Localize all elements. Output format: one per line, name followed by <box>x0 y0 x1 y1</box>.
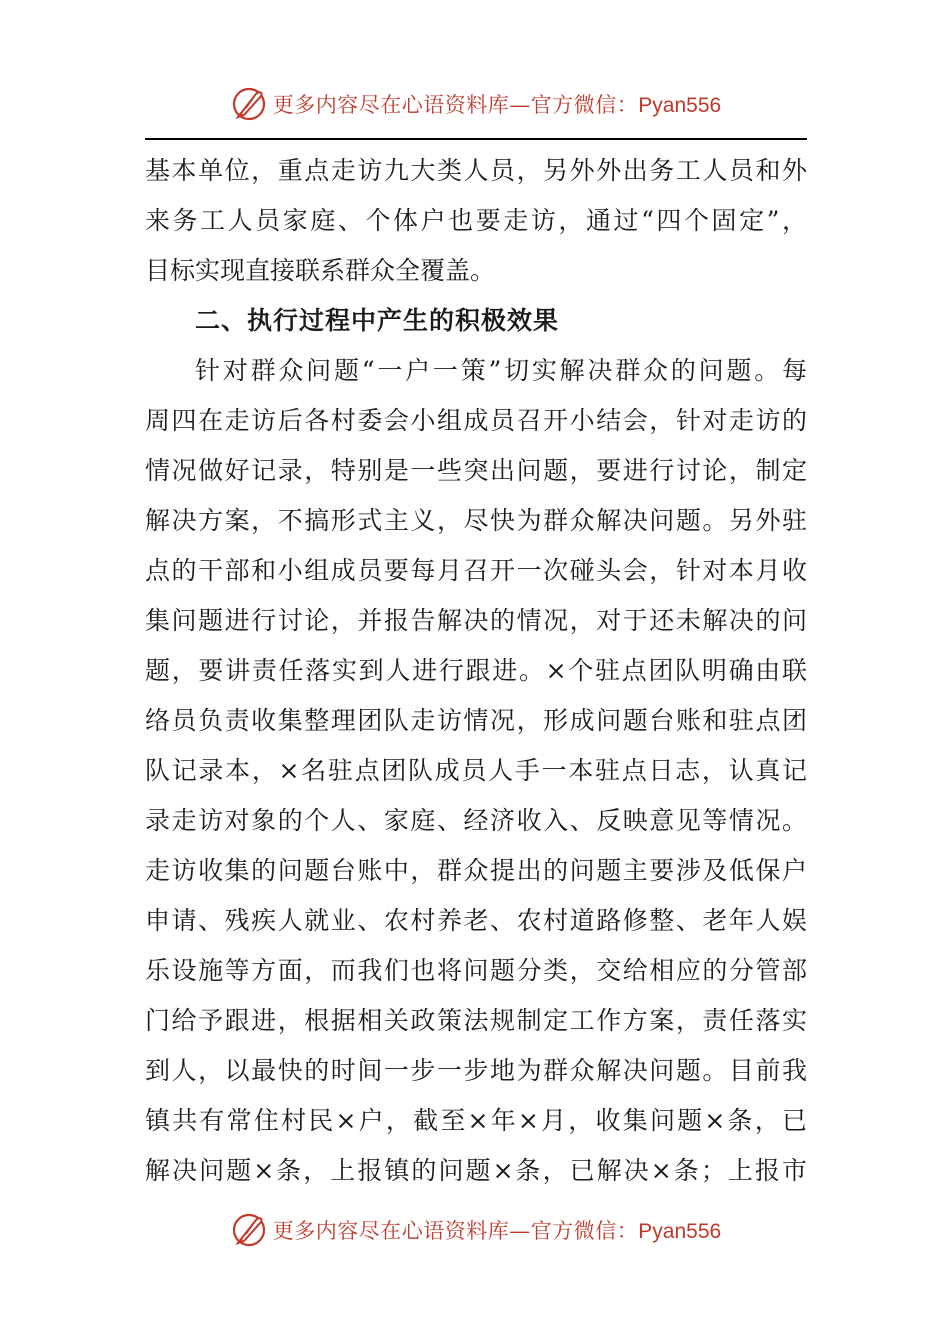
body-line: 申请、残疾人就业、农村养老、农村道路修整、老年人娱 <box>145 906 807 935</box>
body-line: 点的干部和小组成员要每月召开一次碰头会，针对本月收 <box>145 556 807 585</box>
document-body <box>145 146 807 1196</box>
watermark-slogan: 更多内容尽在心语资料库—官方微信： <box>272 1219 639 1243</box>
header-watermark <box>0 84 950 124</box>
body-line: 走访收集的问题台账中，群众提出的问题主要涉及低保户 <box>145 856 807 885</box>
body-line: 目标实现直接联系群众全覆盖。 <box>145 256 496 285</box>
body-line: 题，要讲责任落实到人进行跟进。×个驻点团队明确由联 <box>145 656 807 685</box>
watermark-wechat-id: Pyan556 <box>638 94 722 117</box>
body-line: 门给予跟进，根据相关政策法规制定工作方案，责任落实 <box>145 1006 807 1035</box>
body-line: 基本单位，重点走访九大类人员，另外外出务工人员和外 <box>145 156 807 185</box>
quill-pen-logo-icon <box>229 1210 269 1250</box>
watermark-wechat-id: Pyan556 <box>638 1220 722 1243</box>
watermark-slogan: 更多内容尽在心语资料库—官方微信： <box>272 93 639 117</box>
section-heading: 二、执行过程中产生的积极效果 <box>195 306 560 335</box>
body-line: 集问题进行讨论，并报告解决的情况，对于还未解决的问 <box>145 606 807 635</box>
body-line: 周四在走访后各村委会小组成员召开小结会，针对走访的 <box>145 406 807 435</box>
body-line: 解决问题×条，上报镇的问题×条，已解决×条；上报市 <box>145 1156 807 1185</box>
body-line: 针对群众问题“一户一策”切实解决群众的问题。每 <box>195 356 807 385</box>
watermark-text <box>273 89 721 119</box>
body-line: 络员负责收集整理团队走访情况，形成问题台账和驻点团 <box>145 706 807 735</box>
footer-watermark <box>0 1210 950 1250</box>
body-line: 队记录本，×名驻点团队成员人手一本驻点日志，认真记 <box>145 756 807 785</box>
watermark-text <box>273 1215 721 1245</box>
body-line: 情况做好记录，特别是一些突出问题，要进行讨论，制定 <box>145 456 807 485</box>
body-line: 录走访对象的个人、家庭、经济收入、反映意见等情况。 <box>145 806 807 835</box>
body-line: 乐设施等方面，而我们也将问题分类，交给相应的分管部 <box>145 956 807 985</box>
body-line: 到人，以最快的时间一步一步地为群众解决问题。目前我 <box>145 1056 807 1085</box>
body-line: 解决方案，不搞形式主义，尽快为群众解决问题。另外驻 <box>145 506 807 535</box>
body-line: 镇共有常住村民×户，截至×年×月，收集问题×条，已 <box>145 1106 807 1135</box>
quill-pen-logo-icon <box>229 84 269 124</box>
header-rule <box>145 138 807 140</box>
body-line: 来务工人员家庭、个体户也要走访，通过“四个固定”， <box>145 206 807 235</box>
